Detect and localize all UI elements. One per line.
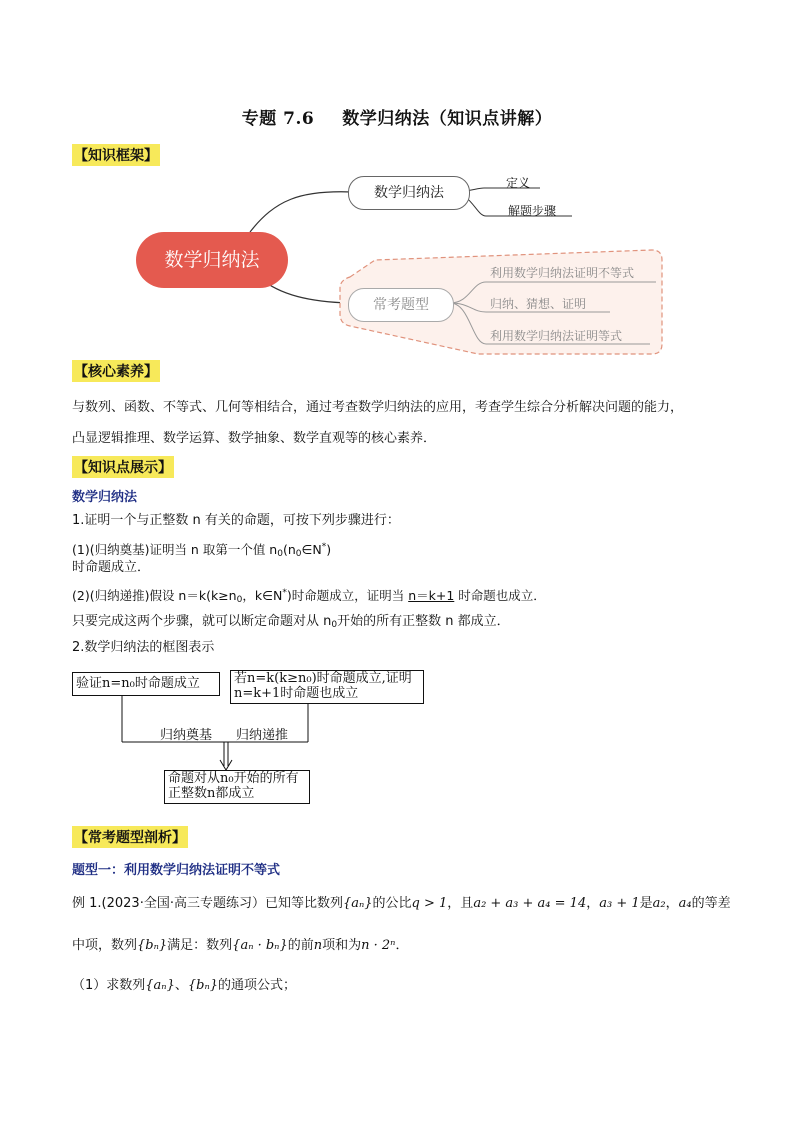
core-line-2: 凸显逻辑推理、数学运算、数学抽象、数学直观等的核心素养． <box>72 431 437 446</box>
l2-mid2: 的前 <box>287 938 314 953</box>
p2-mid: (n <box>282 542 296 557</box>
ex-eq2: a₃ + 1 <box>599 896 640 911</box>
mindmap-branch-types: 常考题型 <box>348 288 454 322</box>
flowchart-box-base: 验证n=n₀时命题成立 <box>72 672 220 696</box>
points-line-1: 1.证明一个与正整数 n 有关的命题，可按下列步骤进行： <box>72 513 400 528</box>
ex-eq: a₂ + a₃ + a₄ = 14 <box>473 896 587 911</box>
core-line-1: 与数列、函数、不等式、几何等相结合，通过考查数学归纳法的应用，考查学生综合分析解决问题的能力， <box>72 400 684 415</box>
p2-end: ) <box>326 542 332 557</box>
q1-pre: （1）求数列 <box>72 978 146 993</box>
p3-pre: (2)(归纳递推)假设 n＝k(k≥n <box>72 588 237 603</box>
mindmap-leaf-equality: 利用数学归纳法证明等式 <box>490 329 623 343</box>
points-line-3: (2)(归纳递推)假设 $n=k(k\ge n_0$，k∈N*)时命题成立，证明当 n＝k+1 时命题也成立． <box>72 587 546 605</box>
p4-pre: 只要完成这两个步骤，就可以断定命题对从 n <box>72 614 332 629</box>
flowchart-step-line-1: 若n=k(k≥n₀)时命题成立,证明 <box>234 671 412 686</box>
flowchart-step-line-2: n=k+1时命题也成立 <box>234 686 359 701</box>
flowchart-conclusion-line-1: 命题对从n₀开始的所有 <box>168 771 299 786</box>
q1-end: 的通项公式； <box>218 978 297 993</box>
q1-mid: 、 <box>174 978 188 993</box>
points-heading: 数学归纳法 <box>72 490 138 505</box>
page-title <box>0 104 794 129</box>
section-types: 【常考题型剖析】 <box>72 826 188 848</box>
ex-mid5: ， <box>665 896 679 911</box>
ex-mid4: 是 <box>639 896 653 911</box>
ex-a4: a₄ <box>678 896 692 911</box>
l2-n: n <box>313 938 323 953</box>
l2-seq-b: {bₙ} <box>137 938 168 953</box>
p2-post: ∈N <box>301 542 322 557</box>
p2-pre: (1)(归纳奠基)证明当 n 取第一个值 n <box>72 542 278 557</box>
l2-mid3: 项和为 <box>322 938 362 953</box>
q1-seq-a: {aₙ} <box>145 978 175 993</box>
p3-underlined: n＝k+1 <box>408 588 455 603</box>
ex-pre: 例 1.(2023·全国·高三专题练习）已知等比数列 <box>72 896 343 911</box>
title-text: 数学归纳法（知识点讲解） <box>342 109 553 129</box>
p3-mid2: )时命题成立，证明当 <box>286 588 409 603</box>
p4-post: 开始的所有正整数 n 都成立． <box>337 614 510 629</box>
ex-end: 的等差 <box>691 896 731 911</box>
section-core: 【核心素养】 <box>72 360 160 382</box>
l2-end: ． <box>395 938 409 953</box>
example1-line-1 <box>72 894 731 914</box>
p3-mid: ，k∈N <box>242 588 283 603</box>
mindmap-leaf-steps: 解题步骤 <box>508 204 557 218</box>
flowchart-conclusion-line-2: 正整数n都成立 <box>168 786 255 801</box>
section-points: 【知识点展示】 <box>72 456 174 478</box>
ex-seq-a: {aₙ} <box>342 896 373 911</box>
flowchart-box-step <box>230 670 424 704</box>
points-line-2: (1)(归纳奠基)证明当 n 取第一个值 $n_0(n_0\in N^*)$ <box>72 541 332 559</box>
type1-heading: 题型一：利用数学归纳法证明不等式 <box>72 863 281 878</box>
ex-mid: 的公比 <box>372 896 412 911</box>
flowchart-label-step: 归纳递推 <box>236 728 289 743</box>
title-number: 专题 7.6 <box>241 109 315 129</box>
example1-line-2 <box>72 936 408 956</box>
ex-mid3: ， <box>586 896 600 911</box>
ex-mid2: ，且 <box>447 896 474 911</box>
points-line-4: 只要完成这两个步骤，就可以断定命题对从 $n_0$开始的所有正整数 n 都成立． <box>72 614 510 630</box>
flowchart-label-base: 归纳奠基 <box>160 728 213 743</box>
mindmap-leaf-definition: 定义 <box>506 176 531 190</box>
l2-mid: 满足：数列 <box>167 938 233 953</box>
flowchart-box-conclusion <box>164 770 310 804</box>
ex-q: q > 1 <box>411 896 448 911</box>
section-framework: 【知识框架】 <box>72 144 160 166</box>
mindmap-leaf-guess-prove: 归纳、猜想、证明 <box>490 297 587 311</box>
q1-seq-b: {bₙ} <box>187 978 218 993</box>
ex-a2: a₂ <box>652 896 666 911</box>
mindmap-leaf-inequality: 利用数学归纳法证明不等式 <box>490 266 635 280</box>
mindmap-center-node: 数学归纳法 <box>136 232 288 288</box>
points-line-2b: 时命题成立． <box>72 560 151 575</box>
l2-sum: n · 2ⁿ <box>361 938 396 953</box>
l2-pre: 中项，数列 <box>72 938 138 953</box>
l2-seq-ab: {aₙ · bₙ} <box>232 938 288 953</box>
example1-question-1 <box>72 976 296 996</box>
mindmap-branch-method: 数学归纳法 <box>348 176 470 210</box>
points-line-5: 2.数学归纳法的框图表示 <box>72 640 215 655</box>
core-paragraph <box>72 392 752 454</box>
p3-end: 时命题也成立． <box>454 588 546 603</box>
